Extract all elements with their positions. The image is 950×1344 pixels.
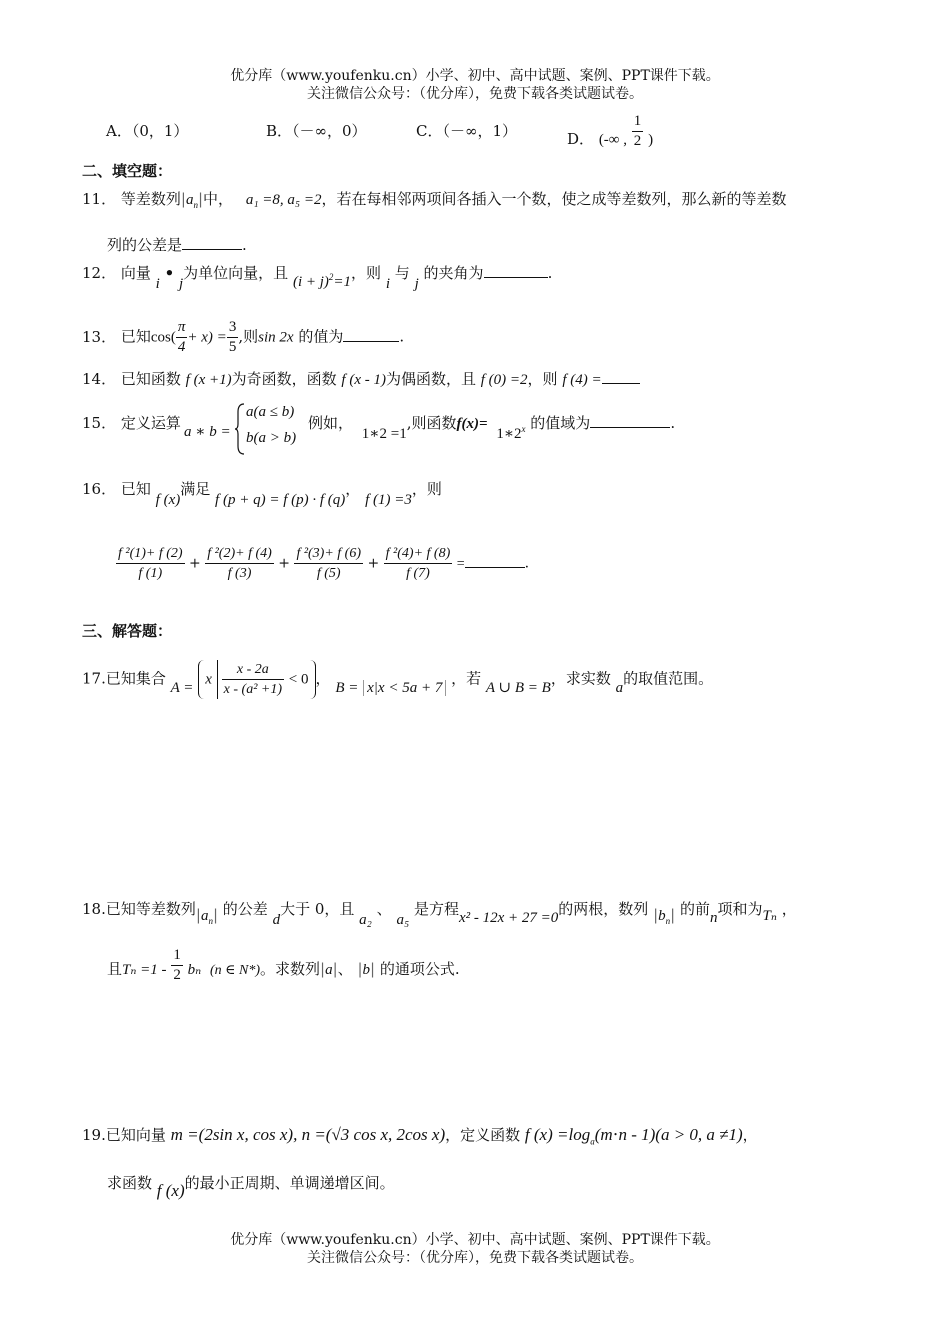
q12-text-b: 为单位向量，且 xyxy=(183,264,289,282)
q16-term-2-den: f (3) xyxy=(227,566,252,581)
q11-text-c: ，若在每相邻两项间各插入一个数，使之成等差数列，那么新的等差数 xyxy=(321,190,787,208)
q17-text-d: 的取值范围。 xyxy=(623,669,714,688)
q16-term-3-den: f (5) xyxy=(316,566,341,581)
q19-vectors: m =(2sin x, cos x), n =(√3 cos x, 2cos x) xyxy=(170,1125,446,1144)
q13-text-a: 已知 xyxy=(120,327,151,346)
q14-text-b: 为奇函数，函数 xyxy=(231,370,337,388)
q17-lt0: < 0 xyxy=(288,671,309,688)
question-18: 18.已知等差数列$|a_n|$ 的公差 d大于 0，且 a₂ 、 a₅ 是方程x² - 12x + 27 =0的两根，数列 $|b_n|$ 的前n项和为Tₙ ， xyxy=(82,900,797,928)
q16-term-4-num: f ²(4)+ f (8) xyxy=(384,544,453,564)
q16-term-3-num: f ²(3)+ f (6) xyxy=(294,544,363,564)
q17-comma: ， xyxy=(315,669,331,688)
q19-function xyxy=(524,1125,743,1147)
question-17 xyxy=(82,660,713,699)
q15-case-1: a(a ≤ b) xyxy=(246,404,295,420)
q15-case-2: b(a > b) xyxy=(246,430,297,446)
q18-equation: x² - 12x + 27 =0 xyxy=(458,910,559,926)
option-d xyxy=(567,112,653,151)
q18-text-g: 项和为 xyxy=(717,900,763,918)
q16-fx: f (x) xyxy=(155,492,181,508)
q11-text-d: 列的公差是 xyxy=(107,236,183,254)
option-c: C．（－∞，1） xyxy=(416,122,518,140)
q15-text-b: 例如， xyxy=(308,414,354,432)
q18-text-e: 的两根，数列 xyxy=(558,900,649,918)
q12-text-a: 向量 xyxy=(120,264,151,282)
q15-expression xyxy=(496,426,525,442)
q13-three: 3 xyxy=(227,318,239,338)
q18-bn2: bₙ xyxy=(187,961,202,978)
q16-text-b: 满足 xyxy=(180,480,211,498)
q18-number: 18. xyxy=(82,900,106,918)
q11-text-b: 中， xyxy=(203,190,234,208)
q14-f4: f (4) = xyxy=(562,372,602,388)
q18-text-h: ， xyxy=(781,900,797,918)
question-19 xyxy=(82,1124,758,1146)
q12-j2: j xyxy=(414,276,419,292)
q16-plus-1: + xyxy=(189,555,201,572)
q13-text-c: 的值为 xyxy=(298,327,344,346)
q12-end: . xyxy=(547,264,553,282)
q17-text-c: ，求实数 xyxy=(550,669,611,688)
q18-dun: 、 xyxy=(376,900,392,918)
q16-term-2 xyxy=(205,544,274,583)
q17-frac-num: x - 2a xyxy=(222,660,284,680)
q11-text-a: 等差数列 xyxy=(120,190,181,208)
footer-line-2: 关注微信公众号：（优分库），免费下载各类试题试卷。 xyxy=(307,1250,643,1266)
option-d-label: D． xyxy=(567,129,595,148)
q18-text-a: 已知等差数列 xyxy=(105,900,196,918)
q13-frac-35 xyxy=(227,318,239,357)
q16-term-1-num: f ²(1)+ f (2) xyxy=(116,544,185,564)
q18-tn: Tₙ xyxy=(762,908,777,924)
q18-text-f: 的前 xyxy=(680,900,711,918)
q12-dot: • xyxy=(164,264,175,282)
q16-text-d: ，则 xyxy=(411,480,442,498)
q13-four: 4 xyxy=(177,339,186,355)
q16-plus-3: + xyxy=(367,555,380,572)
q15-brace xyxy=(234,402,246,456)
section-answer-title: 三、解答题： xyxy=(82,622,173,640)
q16-text-a: 已知 xyxy=(120,480,151,498)
q16-term-1 xyxy=(116,544,185,583)
q12-text-d: 的夹角为 xyxy=(423,264,484,282)
q18-an: a xyxy=(200,908,209,924)
question-13 xyxy=(82,318,404,357)
q19-text-e: 的最小正周期、单调递增区间。 xyxy=(184,1174,395,1192)
q16-relation: f (p + q) = f (p) · f (q) xyxy=(215,492,346,508)
q13-text-b: 则 xyxy=(243,327,259,346)
q18-d: d xyxy=(272,912,281,928)
q18-a5: a₅ xyxy=(396,912,410,928)
q13-number: 13． xyxy=(82,327,117,346)
option-d-num: 1 xyxy=(632,112,644,132)
q15-expr-sup: x xyxy=(521,424,526,434)
q17-a: a xyxy=(615,679,624,696)
q13-answer-blank[interactable] xyxy=(343,327,399,342)
q12-expr-sup: 2 xyxy=(328,272,334,282)
q13-five: 5 xyxy=(228,339,237,355)
q13-pi: π xyxy=(176,318,188,338)
q18-an2: a xyxy=(325,961,333,978)
q13-comma: , xyxy=(238,327,244,346)
q12-i2: i xyxy=(385,276,391,292)
q14-f1: f (x +1) xyxy=(185,372,232,388)
question-18-line-2: 且Tₙ =1 - $\frac{1}{2}$ bₙ (n ∈ N*)。求数列|a|、 |b| 的通项公式. xyxy=(107,947,460,983)
q11-seq: a xyxy=(185,192,194,208)
q17-condition xyxy=(217,660,309,699)
q16-term-2-num: f ²(2)+ f (4) xyxy=(205,544,274,564)
q15-text-a: 定义运算 xyxy=(120,414,181,432)
option-d-fraction xyxy=(632,112,644,151)
q17-text-a: 已知集合 xyxy=(105,669,166,688)
q17-set-b-label: B = xyxy=(335,679,359,696)
q12-answer-blank[interactable] xyxy=(484,263,548,278)
q18-text-i: 且 xyxy=(107,959,123,978)
header-line-2: 关注微信公众号：（优分库），免费下载各类试题试卷。 xyxy=(307,86,643,102)
q13-frac-pi4 xyxy=(176,318,188,357)
q14-f2: f (x - 1) xyxy=(341,372,386,388)
q11-end: . xyxy=(242,236,247,254)
q17-set-a xyxy=(198,660,315,699)
q17-set-a-label: A = xyxy=(170,679,194,696)
q16-end: . xyxy=(524,555,530,572)
q18-text-k: 的通项公式. xyxy=(379,959,460,978)
q18-bn: b xyxy=(658,908,666,924)
question-11-line-2 xyxy=(107,234,247,255)
q18-bn-sub: n xyxy=(665,916,671,926)
question-11: 11． 等差数列$|a_n|$中， a₁ =8, a₅ =2，若在每相邻两项间各插入一个数，使之成等差数列，那么新的等差数 xyxy=(82,190,787,210)
q15-expr: 1∗2 xyxy=(496,426,522,442)
q12-expr-tail: =1 xyxy=(333,274,352,290)
q11-answer-blank[interactable] xyxy=(182,235,242,250)
q19-text-b: ，定义函数 xyxy=(445,1126,521,1144)
q15-end: . xyxy=(670,414,676,432)
q12-expr: (i + j) xyxy=(292,274,329,290)
q12-text-c: ，则 xyxy=(351,264,382,282)
q18-half-num: 1 xyxy=(171,946,183,966)
q17-x: x xyxy=(205,671,212,688)
q19-text-c: ， xyxy=(742,1126,758,1144)
q19-text-d: 求函数 xyxy=(107,1174,153,1192)
q16-f1: f (1) =3 xyxy=(365,492,412,508)
q13-cos: cos( xyxy=(150,329,176,346)
q16-term-1-den: f (1) xyxy=(138,566,163,581)
q12-expression xyxy=(293,274,351,290)
q16-equals: = xyxy=(456,556,465,572)
option-d-den: 2 xyxy=(633,133,642,149)
q13-end: . xyxy=(399,327,405,346)
option-b: B．（－∞，0） xyxy=(266,122,367,140)
option-d-close: ) xyxy=(648,131,654,148)
option-d-open: (-∞ , xyxy=(598,131,627,148)
section-fill-in-title: 二、填空题： xyxy=(82,162,173,180)
q11-number: 11． xyxy=(82,190,117,208)
question-15-tail xyxy=(308,412,676,442)
q16-term-4-den: f (7) xyxy=(406,566,430,581)
q15-text-d: 的值域为 xyxy=(530,414,591,432)
q18-an-sub: n xyxy=(208,916,213,926)
q14-f3: f (0) =2 xyxy=(480,372,528,388)
q14-text-d: ，则 xyxy=(527,370,558,388)
q19-number: 19. xyxy=(82,1126,106,1144)
q15-operator: a ∗ b = xyxy=(184,424,231,440)
q16-sum-expression xyxy=(116,544,529,583)
q11-condition: a₁ =8, a₅ =2 xyxy=(245,192,322,208)
q19-f-sub: a xyxy=(590,1136,595,1147)
q16-number: 16． xyxy=(82,480,117,498)
q18-half-den: 2 xyxy=(173,967,181,983)
q11-seq-sub: n xyxy=(193,200,198,210)
question-19-line-2 xyxy=(107,1172,395,1200)
q17-frac-den: x - (a² +1) xyxy=(223,682,283,697)
q18-a2: a₂ xyxy=(359,912,372,928)
q17-fraction xyxy=(222,660,284,699)
q19-fx: f (x) xyxy=(156,1181,185,1200)
header-line-1: 优分库（www.youfenku.cn）小学、初中、高中试题、案例、PPT课件下载。 xyxy=(230,68,720,84)
q15-text-c: ,则函数 xyxy=(406,414,457,432)
q14-number: 14． xyxy=(82,370,117,388)
q13-plusx: + x) = xyxy=(187,329,227,346)
question-16 xyxy=(82,478,442,508)
q18-dun2: 、 xyxy=(337,959,353,978)
q14-answer-blank[interactable] xyxy=(602,369,640,384)
q17-text-b: ，若 xyxy=(451,669,482,688)
q14-text-a: 已知函数 xyxy=(120,370,181,388)
q12-yu: 与 xyxy=(394,264,410,282)
question-12 xyxy=(82,262,553,292)
q18-half xyxy=(171,946,183,985)
q15-fx: f(x)= xyxy=(456,416,488,432)
q18-text-c: 大于 0，且 xyxy=(280,900,355,918)
option-a: A．（0，1） xyxy=(106,122,189,140)
q15-number: 15． xyxy=(82,414,117,432)
q17-union-condition: A ∪ B = B xyxy=(485,679,551,696)
q16-term-4 xyxy=(384,544,453,583)
q15-example: 1∗2 =1 xyxy=(361,426,407,442)
q17-set-b: x|x < 5a + 7 xyxy=(363,680,446,696)
q16-answer-blank[interactable] xyxy=(465,553,525,568)
q16-text-c: ， xyxy=(345,480,361,498)
q12-i: i xyxy=(155,276,160,292)
q14-text-c: 为偶函数，且 xyxy=(385,370,476,388)
q17-number: 17. xyxy=(82,669,106,688)
q18-text-b: 的公差 xyxy=(222,900,268,918)
q19-f-tail: (m⋅n - 1)(a > 0, a ≠1) xyxy=(594,1125,743,1144)
q15-answer-blank[interactable] xyxy=(590,413,670,428)
q18-n: n xyxy=(710,910,718,926)
q18-bn3: b xyxy=(362,961,371,978)
q16-term-3 xyxy=(294,544,363,583)
q12-j: j xyxy=(179,276,184,292)
q13-sin: sin 2x xyxy=(258,329,294,346)
q16-plus-2: + xyxy=(278,555,290,572)
q18-condition: (n ∈ N*) xyxy=(210,962,261,978)
q19-text-a: 已知向量 xyxy=(105,1126,166,1144)
question-15-lead xyxy=(82,412,181,433)
question-14 xyxy=(82,368,640,389)
q19-f: f (x) =log xyxy=(524,1125,591,1144)
q18-tn-formula: Tₙ =1 - xyxy=(122,961,167,978)
q12-number: 12． xyxy=(82,264,117,282)
q18-text-d: 是方程 xyxy=(413,900,459,918)
q18-text-j: 。求数列 xyxy=(260,959,321,978)
footer-line-1: 优分库（www.youfenku.cn）小学、初中、高中试题、案例、PPT课件下载。 xyxy=(230,1232,720,1248)
